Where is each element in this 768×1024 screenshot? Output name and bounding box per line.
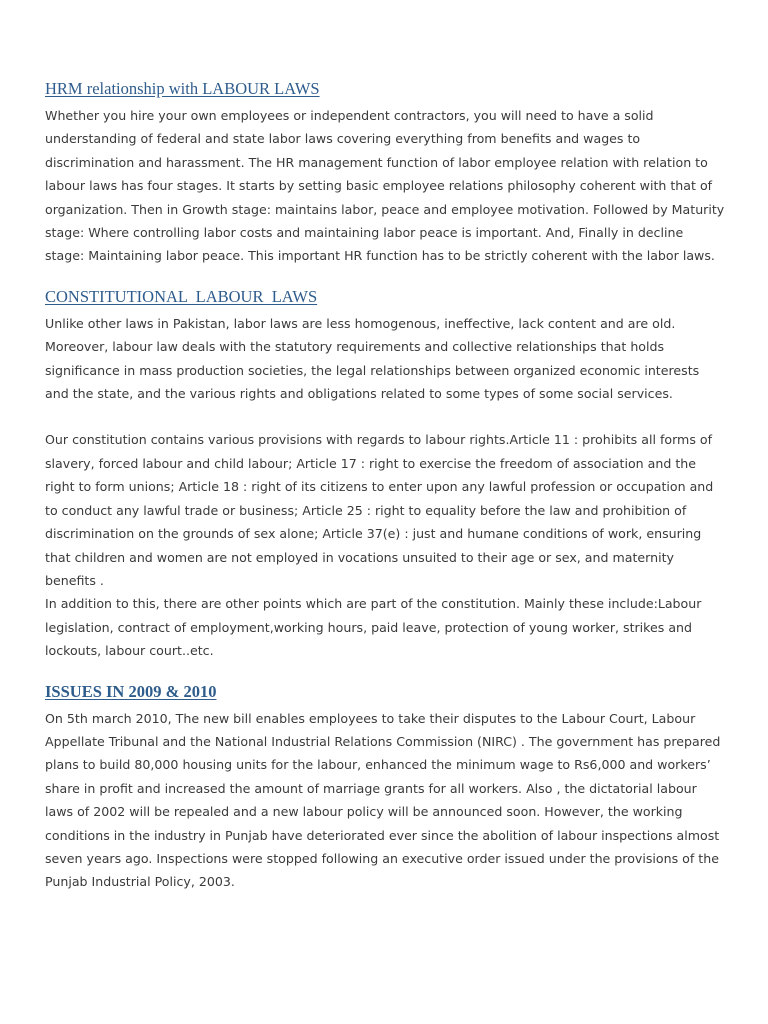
paragraph-issues: On 5th march 2010, The new bill enables employees to take their disputes to the Labour Court, Labour Appellate Tribunal and the National Industrial Relations Commission (NIRC) . The government has prepared plans to build 80,000 housing units for the labour, enhanced the minimum wage to Rs6,000 and workers’ share in profit and increased the amount of marriage grants for all workers. Also , the dictatorial labour laws of 2002 will be repealed and a new labour policy will be announced soon. However, the working conditions in the industry in Punjab have deteriorated ever since the abolition of labour inspections almost seven years ago. Inspections were stopped following an executive order issued under the provisions of the Punjab Industrial Policy, 2003. xyxy=(45,710,721,890)
paragraph-constitutional-points: In addition to this, there are other points which are part of the constitution. Mainly these include:Labour legislation, contract of employment,working hours, paid leave, protection of young worker, strikes and lockouts, labour court..etc. xyxy=(45,596,702,659)
paragraph-constitutional-intro: Unlike other laws in Pakistan, labor laws are less homogenous, ineffective, lack content and are old. Moreover, labour law deals with the statutory requirements and collective relationships that holds significance in mass production societies, the legal relationships between organized economic interests and the state, and the various rights and obligations related to some types of some social services. xyxy=(45,315,700,402)
section-heading-issues: ISSUES IN 2009 & 2010 xyxy=(45,681,217,701)
document-page xyxy=(45,78,725,894)
paragraph-hrm: Whether you hire your own employees or independent contractors, you will need to have a solid understanding of federal and state labor laws covering everything from benefits and wages to discrimination and harassment. The HR management function of labor employee relation with relation to labour laws has four stages. It starts by setting basic employee relations philosophy coherent with that of organization. Then in Growth stage: maintains labor, peace and employee motivation. Followed by Maturity stage: Where controlling labor costs and maintaining labor peace is important. And, Finally in decline stage: Maintaining labor peace. This important HR function has to be strictly coherent with the labor laws. xyxy=(45,108,725,264)
paragraph-constitutional-articles: Our constitution contains various provisions with regards to labour rights.Article 11 : prohibits all forms of slavery, forced labour and child labour; Article 17 : right to exercise the freedom of association and the right to form unions; Article 18 : right of its citizens to enter upon any lawful profession or occupation and to conduct any lawful trade or business; Article 25 : right to equality before the law and prohibition of discrimination on the grounds of sex alone; Article 37(e) : just and humane conditions of work, ensuring that children and women are not employed in vocations unsuited to their age or sex, and maternity benefits . xyxy=(45,432,714,588)
section-heading-hrm: HRM relationship with LABOUR LAWS xyxy=(45,79,320,98)
section-heading-constitutional: CONSTITUTIONAL LABOUR LAWS xyxy=(45,286,318,306)
